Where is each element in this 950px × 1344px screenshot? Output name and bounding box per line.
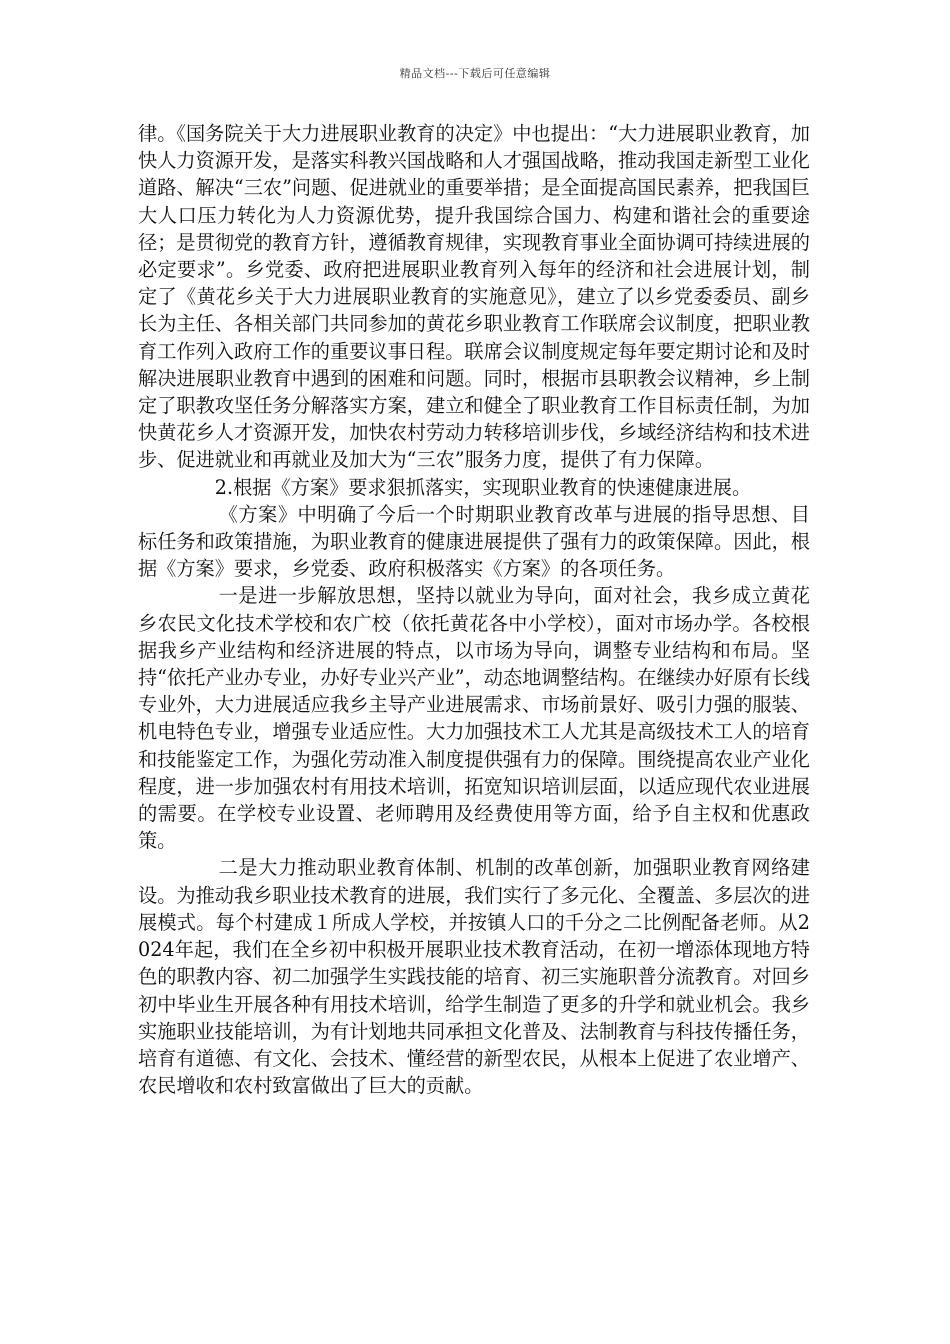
paragraph-point-two: 二是大力推动职业教育体制、机制的改革创新，加强职业教育网络建设。为推动我乡职业技术教育的进展，我们实行了多元化、全覆盖、多层次的进展模式。每个村建成１所成人学校，并按镇人口的千分之二比例配备老师。从2024年起，我们在全乡初中积极开展职业技术教育活动，在初一增添体现地方特色的职教内容、初二加强学生实践技能的培育、初三实施职普分流教育。对回乡初中毕业生开展各种有用技术培训，给学生制造了更多的升学和就业机会。我乡实施职业技能培训，为有计划地共同承担文化普及、法制教育与科技传播任务，培育有道德、有文化、会技术、懂经营的新型农民，从根本上促进了农业增产、农民增收和农村致富做出了巨大的贡献。: [138, 856, 810, 1098]
section-heading: 2.根据《方案》要求狠抓落实，实现职业教育的快速健康进展。: [214, 475, 752, 499]
paragraph-point-one: 一是进一步解放思想，坚持以就业为导向，面对社会，我乡成立黄花乡农民文化技术学校和农广校（依托黄花各中小学校），面对市场办学。各校根据我乡产业结构和经济进展的特点，以市场为导向，调整专业结构和布局。坚持“依托产业办专业，办好专业兴产业”，动态地调整结构。在继续办好原有长线专业外，大力进展适应我乡主导产业进展需求、市场前景好、吸引力强的服装、机电特色专业，增强专业适应性。大力加强技术工人尤其是高级技术工人的培育和技能鉴定工作，为强化劳动准入制度提供强有力的保障。围绕提高农业产业化程度，进一步加强农村有用技术培训，拓宽知识培训层面，以适应现代农业进展的需要。在学校专业设置、老师聘用及经费使用等方面，给予自主权和优惠政策。: [138, 584, 810, 853]
paragraph-plan-overview: 《方案》中明确了今后一个时期职业教育改革与进展的指导思想、目标任务和政策措施，为职业教育的健康进展提供了强有力的政策保障。因此，根据《方案》要求，乡党委、政府积极落实《方案》的各项任务。: [138, 502, 810, 581]
page-header: 精品文档---下载后可任意编辑: [399, 67, 551, 80]
document-body: [138, 120, 810, 1099]
paragraph-continuation: 律。《国务院关于大力进展职业教育的决定》中也提出：“大力进展职业教育，加快人力资源开发，是落实科教兴国战略和人才强国战略，推动我国走新型工业化道路、解决“三农”问题、促进就业的重要举措；是全面提高国民素养，把我国巨大人口压力转化为人力资源优势，提升我国综合国力、构建和谐社会的重要途径；是贯彻党的教育方针，遵循教育规律，实现教育事业全面协调可持续进展的必定要求”。乡党委、政府把进展职业教育列入每年的经济和社会进展计划，制定了《黄花乡关于大力进展职业教育的实施意见》，建立了以乡党委委员、副乡长为主任、各相关部门共同参加的黄花乡职业教育工作联席会议制度，把职业教育工作列入政府工作的重要议事日程。联席会议制度规定每年要定期讨论和及时解决进展职业教育中遇到的困难和问题。同时，根据市县职教会议精神，乡上制定了职教攻坚任务分解落实方案，建立和健全了职业教育工作目标责任制，为加快黄花乡人才资源开发，加快农村劳动力转移培训步伐，乡域经济结构和技术进步、促进就业和再就业及加大为“三农”服务力度，提供了有力保障。: [138, 122, 810, 472]
